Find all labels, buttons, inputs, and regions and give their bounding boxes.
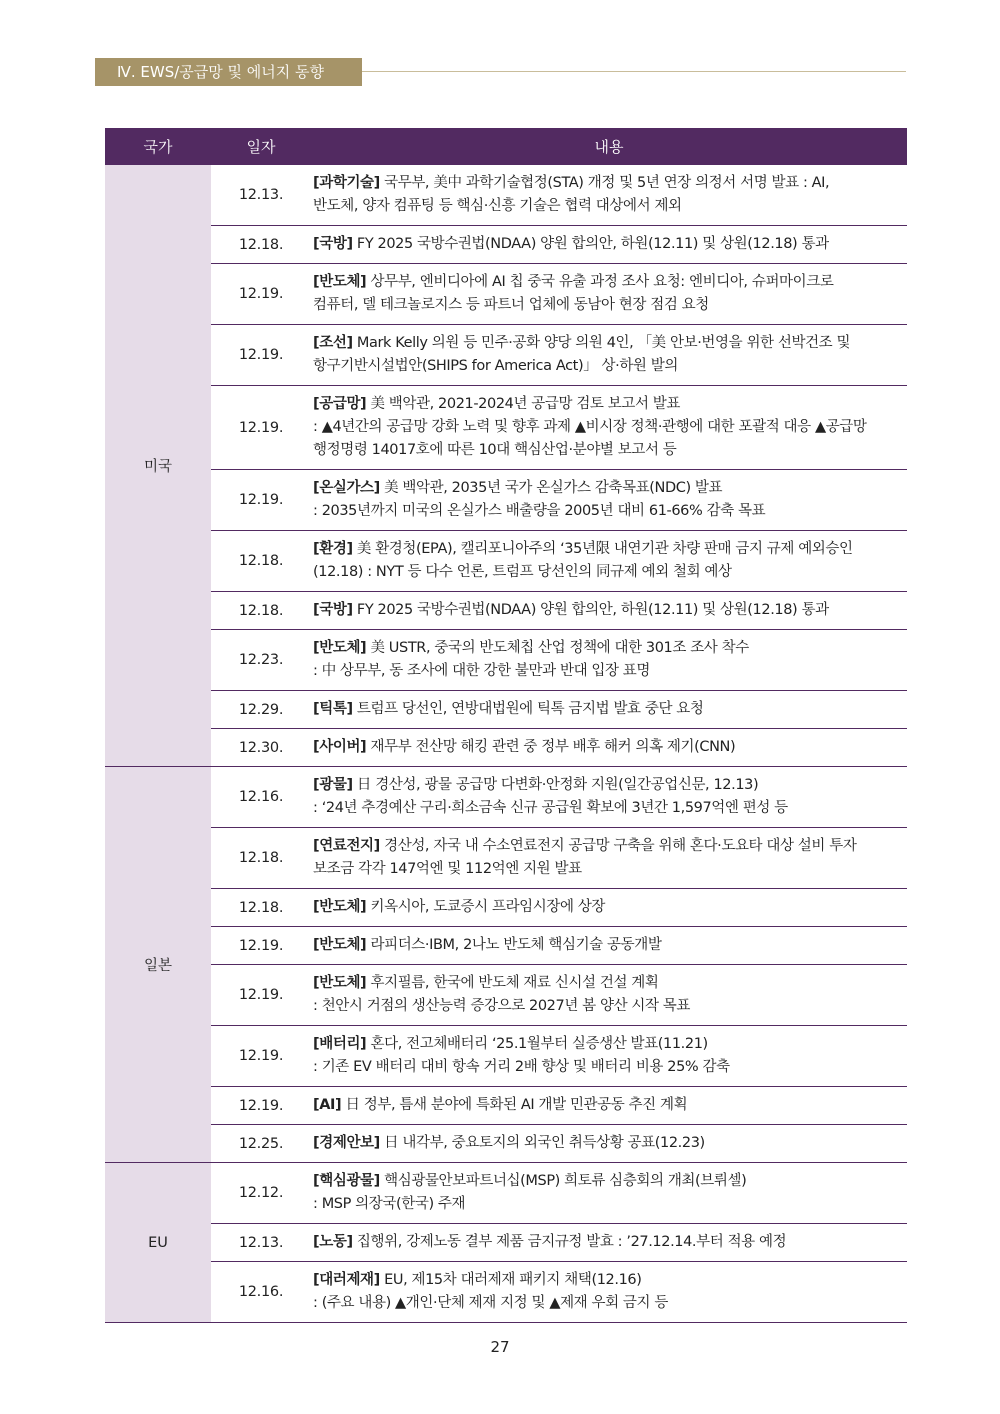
- date-cell: 12.18.: [211, 592, 311, 630]
- content-cell: [311, 226, 907, 264]
- content-line: [313, 172, 903, 195]
- content-line: [313, 561, 903, 584]
- content-text: 보조금 각각 147억엔 및 112억엔 지원 발표: [313, 861, 582, 877]
- content-text: 항구기반시설법안(SHIPS for America Act)」 상·하원 발의: [313, 358, 678, 374]
- content-cell: [311, 889, 907, 927]
- content-cell: [311, 1262, 907, 1323]
- table-row: [105, 470, 907, 531]
- table-row: [105, 767, 907, 828]
- table-row: [105, 1262, 907, 1323]
- date-cell: 12.13.: [211, 1224, 311, 1262]
- content-text: 라피더스·IBM, 2나노 반도체 핵심기술 공동개발: [366, 937, 662, 953]
- table-row: [105, 729, 907, 767]
- date-cell: 12.19.: [211, 264, 311, 325]
- date-cell: 12.18.: [211, 828, 311, 889]
- content-line: [313, 797, 903, 820]
- category-tag: [노동]: [313, 1234, 353, 1250]
- content-line: [313, 332, 903, 355]
- content-text: 日 경산성, 광물 공급망 다변화·안정화 지원(일간공업신문, 12.13): [352, 777, 759, 793]
- category-tag: [대러제재]: [313, 1272, 380, 1288]
- category-tag: [반도체]: [313, 975, 367, 991]
- content-text: : 기존 EV 배터리 대비 항속 거리 2배 향상 및 배터리 비용 25% 감축: [313, 1059, 730, 1075]
- table-row: [105, 264, 907, 325]
- table-row: [105, 325, 907, 386]
- date-cell: 12.12.: [211, 1163, 311, 1224]
- content-line: [313, 500, 903, 523]
- content-cell: [311, 828, 907, 889]
- date-cell: 12.25.: [211, 1125, 311, 1163]
- content-text: 美 백악관, 2021-2024년 공급망 검토 보고서 발표: [366, 396, 680, 412]
- category-tag: [국방]: [313, 602, 353, 618]
- content-cell: [311, 927, 907, 965]
- table-row: [105, 1224, 907, 1262]
- date-cell: 12.29.: [211, 691, 311, 729]
- content-cell: [311, 1224, 907, 1262]
- column-header-content: 내용: [311, 128, 907, 165]
- content-line: [313, 934, 903, 957]
- content-cell: [311, 965, 907, 1026]
- content-cell: [311, 1087, 907, 1125]
- table-header-row: [105, 128, 907, 165]
- content-line: [313, 835, 903, 858]
- date-cell: 12.23.: [211, 630, 311, 691]
- content-text: 핵심광물안보파트너십(MSP) 희토류 심층회의 개최(브뤼셀): [379, 1173, 747, 1189]
- country-cell: EU: [105, 1163, 211, 1323]
- content-cell: [311, 531, 907, 592]
- content-text: 후지필름, 한국에 반도체 재료 신시설 건설 계획: [366, 975, 659, 991]
- category-tag: [온실가스]: [313, 480, 380, 496]
- column-header-country: 국가: [105, 128, 211, 165]
- content-line: [313, 1033, 903, 1056]
- content-text: : ‘24년 추경예산 구리·희소금속 신규 공급원 확보에 3년간 1,597억엔 편성 등: [313, 800, 788, 816]
- content-line: [313, 1269, 903, 1292]
- content-text: : 2035년까지 미국의 온실가스 배출량을 2005년 대비 61-66% 감축 목표: [313, 503, 766, 519]
- category-tag: [배터리]: [313, 1036, 367, 1052]
- content-cell: [311, 1163, 907, 1224]
- date-cell: 12.18.: [211, 226, 311, 264]
- content-line: [313, 972, 903, 995]
- content-line: [313, 195, 903, 218]
- category-tag: [광물]: [313, 777, 353, 793]
- content-line: [313, 660, 903, 683]
- content-text: 재무부 전산망 해킹 관련 중 정부 배후 해커 의혹 제기(CNN): [366, 739, 736, 755]
- category-tag: [국방]: [313, 236, 353, 252]
- table-row: [105, 927, 907, 965]
- content-cell: [311, 1026, 907, 1087]
- section-header: [95, 58, 906, 86]
- content-line: [313, 439, 903, 462]
- content-line: [313, 995, 903, 1018]
- content-text: 집행위, 강제노동 결부 제품 금지규정 발효 : ’27.12.14.부터 적용 예정: [352, 1234, 787, 1250]
- content-text: 행정명령 14017호에 따른 10대 핵심산업·분야별 보고서 등: [313, 442, 677, 458]
- content-text: 혼다, 전고체배터리 ‘25.1월부터 실증생산 발표(11.21): [366, 1036, 708, 1052]
- date-cell: 12.13.: [211, 165, 311, 226]
- content-text: 반도체, 양자 컴퓨팅 등 핵심·신흥 기술은 협력 대상에서 제외: [313, 198, 682, 214]
- content-line: [313, 698, 903, 721]
- category-tag: [반도체]: [313, 899, 367, 915]
- content-line: [313, 1094, 903, 1117]
- content-cell: [311, 729, 907, 767]
- category-tag: [반도체]: [313, 640, 367, 656]
- table-body: [105, 165, 907, 1323]
- content-line: [313, 637, 903, 660]
- content-cell: [311, 592, 907, 630]
- content-text: FY 2025 국방수권법(NDAA) 양원 합의안, 하원(12.11) 및 상원(12.18) 통과: [352, 602, 829, 618]
- content-text: : (주요 내용) ▲개인·단체 제재 지정 및 ▲제재 우회 금지 등: [313, 1295, 668, 1311]
- section-divider: [362, 71, 906, 72]
- content-line: [313, 538, 903, 561]
- content-cell: [311, 386, 907, 470]
- content-line: [313, 1292, 903, 1315]
- country-cell: 일본: [105, 767, 211, 1163]
- content-text: 美 환경청(EPA), 캘리포니아주의 ‘35년限 내연기관 차량 판매 금지 규제 예외승인: [352, 541, 853, 557]
- content-cell: [311, 767, 907, 828]
- content-text: 日 내각부, 중요토지의 외국인 취득상황 공표(12.23): [379, 1135, 705, 1151]
- content-text: : 中 상무부, 동 조사에 대한 강한 불만과 반대 입장 표명: [313, 663, 651, 679]
- content-text: 日 정부, 틈새 분야에 특화된 AI 개발 민관공동 추진 계획: [341, 1097, 688, 1113]
- category-tag: [공급망]: [313, 396, 367, 412]
- content-line: [313, 599, 903, 622]
- content-line: [313, 896, 903, 919]
- table-row: [105, 386, 907, 470]
- content-cell: [311, 1125, 907, 1163]
- table-row: [105, 889, 907, 927]
- category-tag: [핵심광물]: [313, 1173, 380, 1189]
- content-cell: [311, 264, 907, 325]
- content-text: : MSP 의장국(한국) 주재: [313, 1196, 466, 1212]
- date-cell: 12.19.: [211, 927, 311, 965]
- section-title: Ⅳ. EWS/공급망 및 에너지 동향: [95, 58, 362, 86]
- content-line: [313, 355, 903, 378]
- date-cell: 12.19.: [211, 965, 311, 1026]
- content-text: 美 백악관, 2035년 국가 온실가스 감축목표(NDC) 발표: [379, 480, 723, 496]
- table-row: [105, 965, 907, 1026]
- category-tag: [사이버]: [313, 739, 367, 755]
- content-line: [313, 774, 903, 797]
- content-text: 美 USTR, 중국의 반도체칩 산업 정책에 대한 301조 조사 착수: [366, 640, 749, 656]
- category-tag: [연료전지]: [313, 838, 380, 854]
- table-row: [105, 226, 907, 264]
- content-line: [313, 1231, 903, 1254]
- date-cell: 12.16.: [211, 1262, 311, 1323]
- table-row: [105, 592, 907, 630]
- content-line: [313, 477, 903, 500]
- date-cell: 12.19.: [211, 1087, 311, 1125]
- table-row: [105, 630, 907, 691]
- date-cell: 12.19.: [211, 470, 311, 531]
- table-row: [105, 1026, 907, 1087]
- date-cell: 12.19.: [211, 386, 311, 470]
- category-tag: [AI]: [313, 1097, 342, 1113]
- content-text: 국무부, 美中 과학기술협정(STA) 개정 및 5년 연장 의정서 서명 발표 : AI,: [379, 175, 830, 191]
- content-line: [313, 1170, 903, 1193]
- table-row: [105, 691, 907, 729]
- news-table: [105, 128, 907, 1323]
- date-cell: 12.16.: [211, 767, 311, 828]
- content-cell: [311, 325, 907, 386]
- page-number: 27: [490, 1338, 510, 1356]
- column-header-date: 일자: [211, 128, 311, 165]
- content-text: EU, 제15차 대러제재 패키지 채택(12.16): [379, 1272, 642, 1288]
- date-cell: 12.30.: [211, 729, 311, 767]
- content-line: [313, 1132, 903, 1155]
- content-line: [313, 1193, 903, 1216]
- date-cell: 12.19.: [211, 1026, 311, 1087]
- content-text: 컴퓨터, 델 테크놀로지스 등 파트너 업체에 동남아 현장 점검 요청: [313, 297, 709, 313]
- date-cell: 12.19.: [211, 325, 311, 386]
- table-row: [105, 828, 907, 889]
- date-cell: 12.18.: [211, 889, 311, 927]
- table-row: [105, 531, 907, 592]
- content-text: 키옥시아, 도쿄증시 프라임시장에 상장: [366, 899, 606, 915]
- content-text: (12.18) : NYT 등 다수 언론, 트럼프 당선인의 同규제 예외 철회 예상: [313, 564, 732, 580]
- content-text: 트럼프 당선인, 연방대법원에 틱톡 금지법 발효 중단 요청: [352, 701, 704, 717]
- content-line: [313, 736, 903, 759]
- content-text: Mark Kelly 의원 등 민주·공화 양당 의원 4인, 「美 안보·번영을 위한 선박건조 및: [352, 335, 851, 351]
- category-tag: [환경]: [313, 541, 353, 557]
- content-text: : 천안시 거점의 생산능력 증강으로 2027년 봄 양산 시작 목표: [313, 998, 691, 1014]
- category-tag: [반도체]: [313, 937, 367, 953]
- category-tag: [과학기술]: [313, 175, 380, 191]
- content-line: [313, 233, 903, 256]
- date-cell: 12.18.: [211, 531, 311, 592]
- category-tag: [조선]: [313, 335, 353, 351]
- content-text: : ▲4년간의 공급망 강화 노력 및 향후 과제 ▲비시장 정책·관행에 대한 포괄적 대응 ▲공급망: [313, 419, 867, 435]
- category-tag: [틱톡]: [313, 701, 353, 717]
- content-cell: [311, 470, 907, 531]
- content-line: [313, 1056, 903, 1079]
- table-row: [105, 1087, 907, 1125]
- table-row: [105, 1163, 907, 1224]
- category-tag: [경제안보]: [313, 1135, 380, 1151]
- content-text: FY 2025 국방수권법(NDAA) 양원 합의안, 하원(12.11) 및 상원(12.18) 통과: [352, 236, 829, 252]
- content-cell: [311, 630, 907, 691]
- content-line: [313, 416, 903, 439]
- content-line: [313, 271, 903, 294]
- content-line: [313, 858, 903, 881]
- content-line: [313, 393, 903, 416]
- content-cell: [311, 165, 907, 226]
- category-tag: [반도체]: [313, 274, 367, 290]
- content-line: [313, 294, 903, 317]
- table-row: [105, 165, 907, 226]
- content-text: 경산성, 자국 내 수소연료전지 공급망 구축을 위해 혼다·도요타 대상 설비 투자: [379, 838, 857, 854]
- content-cell: [311, 691, 907, 729]
- country-cell: 미국: [105, 165, 211, 767]
- content-text: 상무부, 엔비디아에 AI 칩 중국 유출 과정 조사 요청: 엔비디아, 슈퍼마이크로: [366, 274, 834, 290]
- table-row: [105, 1125, 907, 1163]
